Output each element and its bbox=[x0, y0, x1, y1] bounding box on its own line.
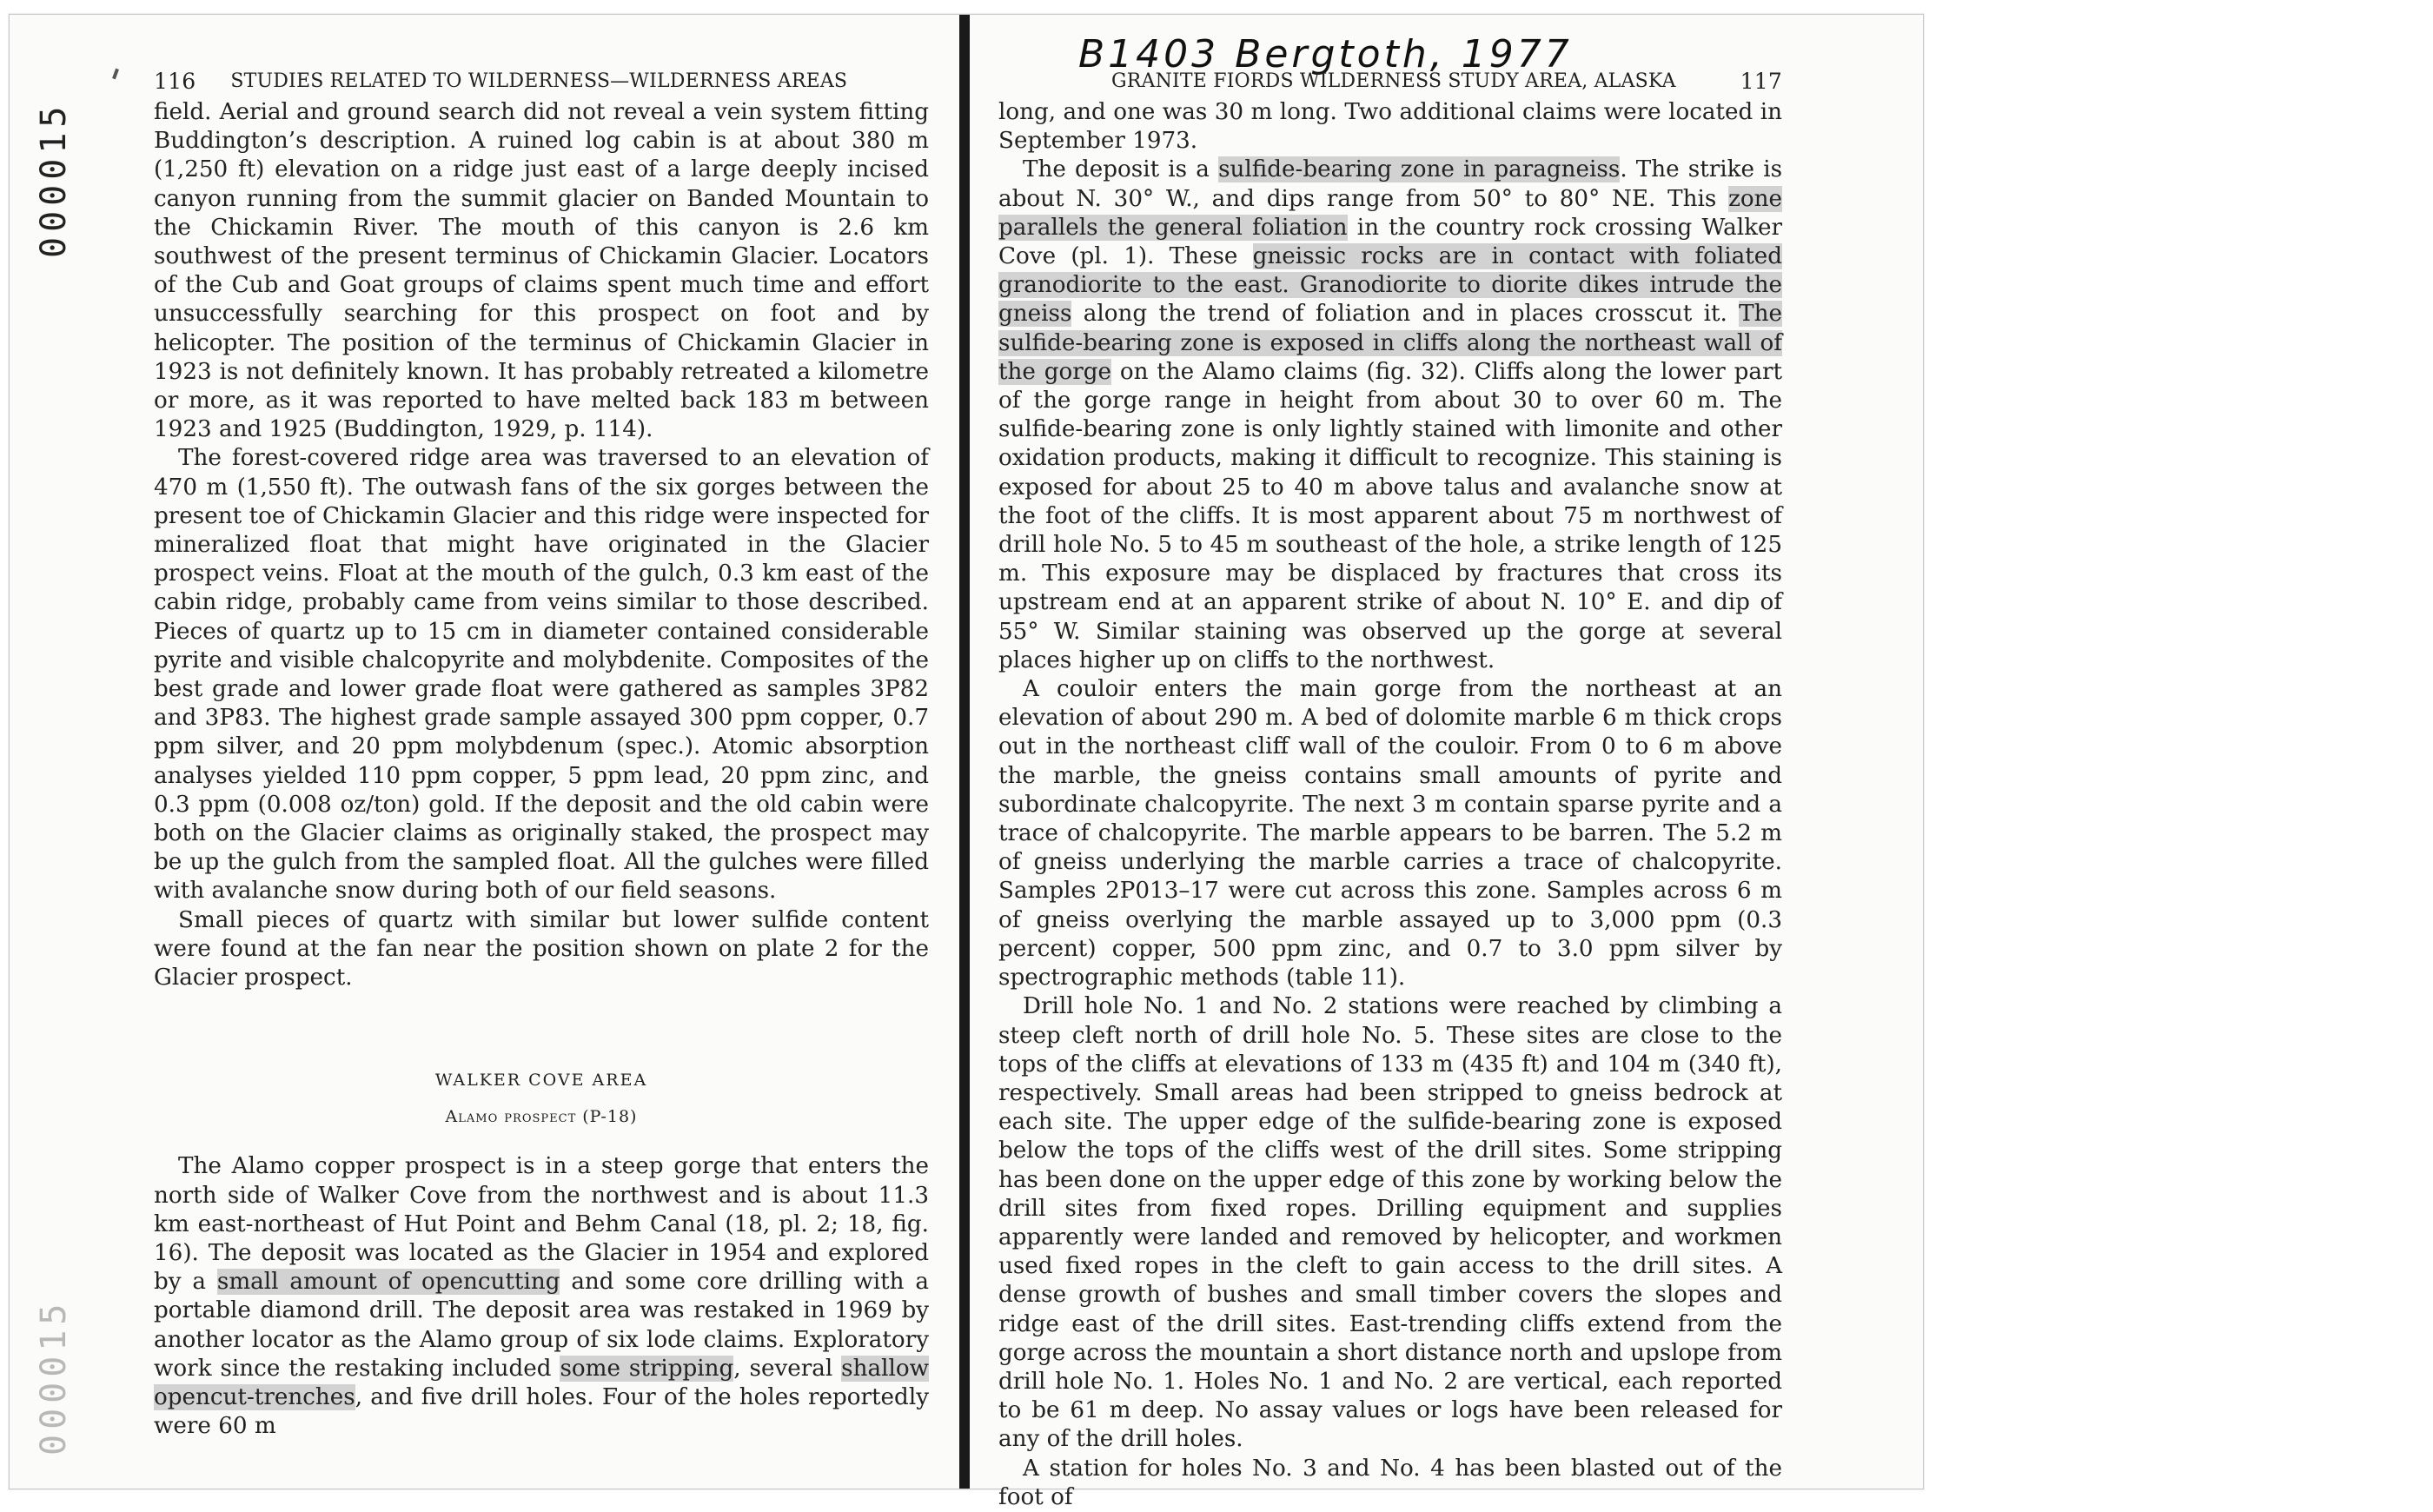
margin-stamp-bottom: 000015 bbox=[34, 1298, 74, 1456]
running-head-text: GRANITE FIORDS WILDERNESS STUDY AREA, ALASKA bbox=[1110, 70, 1676, 92]
scanned-sheet bbox=[9, 14, 1924, 1510]
page-number: 116 bbox=[154, 68, 196, 94]
binding-gutter bbox=[959, 15, 970, 1489]
right-running-head bbox=[998, 63, 1782, 98]
right-page bbox=[998, 63, 1782, 1512]
highlighted-text: shallow opencut-trenches bbox=[154, 1355, 930, 1410]
paragraph: The deposit is a sulfide-bearing zone in paragneiss. The strike is about N. 30° W., and dips range from 50° to 80° NE. This zone parallels the general foliation in the country rock crossing Walker Cove (pl. 1). These gneissic rocks are in contact with foliated granodiorite to the east. Granodiorite to diorite dikes intrude the gneiss along the trend of foliation and in places crosscut it. The sulfide-bearing zone is exposed in cliffs along the northeast wall of the gorge on the Alamo claims (fig. 32). Cliffs along the lower part of the gorge range in height from about 30 to over 60 m. The sulfide-bearing zone is only lightly stained with limonite and other oxidation products, making it difficult to recognize. This staining is exposed for about 25 to 40 m above talus and avalanche snow at the foot of the cliffs. It is most apparent about 75 m northwest of drill hole No. 5 to 45 m southeast of the hole, a strike length of 125 m. This exposure may be displaced by fractures that cross its upstream end at an apparent strike of about N. 10° E. and dip of 55° W. Similar staining was observed up the gorge at several places higher up on cliffs to the northwest. bbox=[998, 156, 1783, 673]
paragraph: long, and one was 30 m long. Two additional claims were located in September 1973. bbox=[998, 99, 1782, 155]
highlighted-text: gneissic rocks are in contact with foliated granodiorite to the east. Granodiorite to diorite dikes intrude the gneiss bbox=[998, 243, 1782, 328]
page-number: 117 bbox=[1740, 68, 1782, 94]
highlighted-text: zone parallels the general foliation bbox=[998, 185, 1782, 241]
running-head-text: STUDIES RELATED TO WILDERNESS—WILDERNESS AREAS bbox=[230, 70, 848, 92]
paragraph: The forest-covered ridge area was traversed to an elevation of 470 m (1,550 ft). The outwash fans of the six gorges between the present toe of Chickamin Glacier and this ridge were inspected for mineralized float that might have originated in the Glacier prospect veins. Float at the mouth of the gulch, 0.3 km east of the cabin ridge, probably came from veins similar to those described. Pieces of quartz up to 15 cm in diameter contained considerable pyrite and visible chalcopyrite and molybdenite. Composites of the best grade and lower grade float were gathered as samples 3P82 and 3P83. The highest grade sample assayed 300 ppm copper, 0.7 ppm silver, and 20 ppm molybdenum (spec.). Atomic absorption analyses yielded 110 ppm copper, 5 ppm lead, 20 ppm zinc, and 0.3 ppm (0.008 oz/ton) gold. If the deposit and the old cabin were both on the Glacier claims as originally staked, the prospect may be up the gulch from the sampled float. All the gulches were filled with avalanche snow during both of our field seasons. bbox=[154, 445, 929, 905]
margin-mark bbox=[112, 69, 119, 80]
paragraph: Drill hole No. 1 and No. 2 stations were reached by climbing a steep cleft north of drill hole No. 5. These sites are close to the tops of the cliffs at elevations of 133 m (435 ft) and 104 m (340 ft), respectively. Small areas had been stripped to gneiss bedrock at each site. The upper edge of the sulfide-bearing zone is exposed below the tops of the cliffs west of the drill sites. Some stripping has been done on the upper edge of this zone by working below the drill sites from fixed ropes. Drilling equipment and supplies apparently were landed and removed by helicopter, and workmen used fixed ropes in the cleft to gain access to the drill sites. A dense growth of bushes and small timber covers the slopes and ridge east of the drill sites. East-trending cliffs extend from the gorge across the mountain a short distance north and upslope from drill hole No. 1. Holes No. 1 and No. 2 are vertical, each reported to be 61 m deep. No assay values or logs have been released for any of the drill holes. bbox=[998, 993, 1782, 1453]
paragraph: A station for holes No. 3 and No. 4 has been blasted out of the foot of bbox=[998, 1455, 1782, 1510]
highlighted-text: The sulfide-bearing zone is exposed in cliffs along the northeast wall of the gorge bbox=[998, 301, 1782, 385]
paragraph: A couloir enters the main gorge from the northeast at an elevation of about 290 m. A bed of dolomite marble 6 m thick crops out in the northeast cliff wall of the couloir. From 0 to 6 m above the marble, the gneiss contains small amounts of pyrite and subordinate chalcopyrite. The next 3 m contain sparse pyrite and a trace of chalcopyrite. The marble appears to be barren. The 5.2 m of gneiss underlying the marble carries a trace of chalcopyrite. Samples 2P013–17 were cut across this zone. Samples across 6 m of gneiss overlying the marble assayed up to 3,000 ppm (0.3 percent) copper, 500 ppm zinc, and 0.7 to 3.0 ppm silver by spectrographic methods (table 11). bbox=[998, 676, 1782, 991]
highlighted-text: sulfide-bearing zone in paragneiss bbox=[1218, 156, 1621, 183]
subsection-title: Alamo prospect (P-18) bbox=[445, 1107, 638, 1127]
paragraph: Small pieces of quartz with similar but lower sulfide content were found at the fan near the position shown on plate 2 for the Glacier prospect. bbox=[154, 906, 929, 991]
paragraph: field. Aerial and ground search did not reveal a vein system fitting Buddington’s description. A ruined log cabin is at about 380 m (1,250 ft) elevation on a ridge just east of a large deeply incised canyon running from the summit glacier on Banded Mountain to the Chickamin River. The mouth of this canyon is 2.6 km southwest of the present terminus of Chickamin Glacier. Locators of the Cub and Goat groups of claims spent much time and effort unsuccessfully searching for this prospect on foot and by helicopter. The position of the terminus of Chickamin Glacier in 1923 is not definitely known. It has probably retreated a kilometre or more, as it was reported to have melted back 183 m between 1923 and 1925 (Buddington, 1929, p. 114). bbox=[154, 99, 929, 443]
left-running-head bbox=[154, 63, 929, 98]
highlighted-text: small amount of opencutting bbox=[216, 1269, 560, 1296]
highlighted-text: some stripping bbox=[560, 1355, 734, 1382]
margin-stamp-top: 000015 bbox=[34, 101, 74, 258]
paragraph-alamo: The Alamo copper prospect is in a steep gorge that enters the north side of Walker Cove from the northwest and is about 11.3 km east-northeast of Hut Point and Behm Canal (18, pl. 2; 18, fig. 16). The deposit was located as the Glacier in 1954 and explored by a small amount of opencutting and some core drilling with a portable diamond drill. The deposit area was restaked in 1969 by another locator as the Alamo group of six lode claims. Exploratory work since the restaking included some stripping, several shallow opencut-trenches, and five drill holes. Four of the holes reportedly were 60 m bbox=[154, 1153, 930, 1440]
section-title: WALKER COVE AREA bbox=[434, 1071, 648, 1091]
left-page bbox=[154, 63, 929, 1441]
handwritten-note: B1403 Bergtoth, 1977 bbox=[1078, 32, 1573, 76]
